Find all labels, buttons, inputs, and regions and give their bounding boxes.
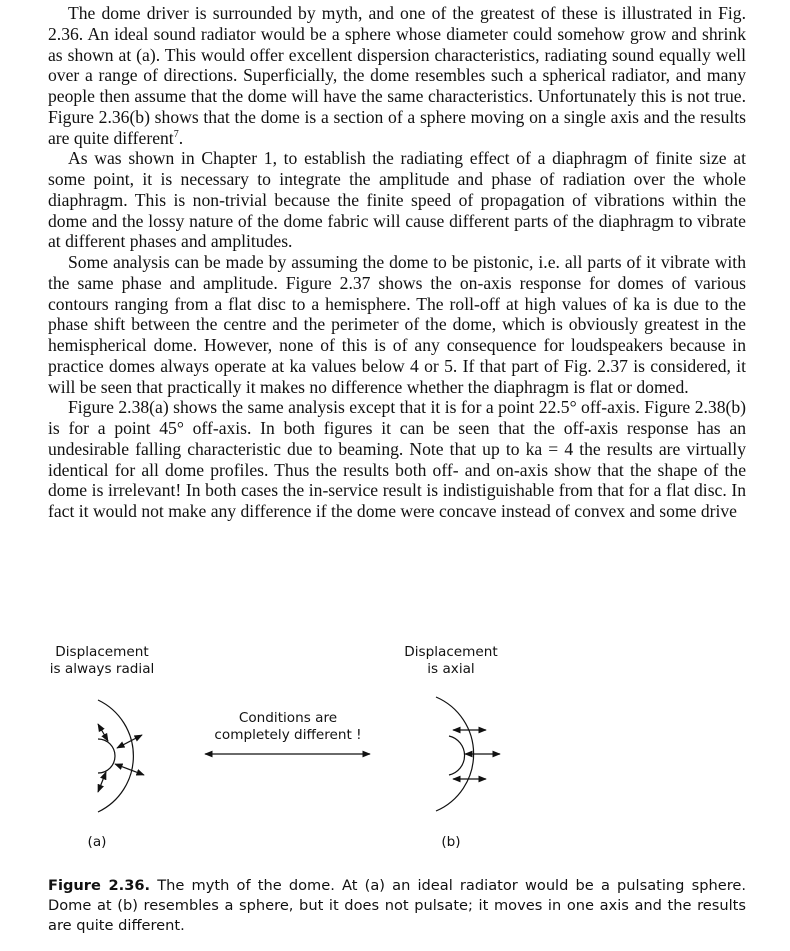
paragraph-3: Some analysis can be made by assuming the dome to be pistonic, i.e. all parts of it vibrate with the same phase and amplitude. Figure 2.37 shows the on-axis response for domes of various contours ranging from a flat disc to a hemisphere. The roll-off at high values of ka is due to the phase shift between the centre and the perimeter of the dome, which is obviously greatest in the hemispherical dome. However, none of this is of any consequence for loudspeakers because in practice domes always operate at ka values below 4 or 5. If that part of Fig. 2.37 is considered, it will be seen that practically it makes no difference whether the diaphragm is flat or domed. <box>48 252 746 397</box>
outer-arc-a <box>98 700 133 812</box>
figure-2-36 <box>0 640 790 870</box>
tag-b: (b) <box>441 834 461 850</box>
caption-text: The myth of the dome. At (a) an ideal radiator would be a pulsating sphere. Dome at (b) resembles a sphere, but it does not pulsate; it moves in one axis and the results are quite different. <box>48 877 746 934</box>
label-b <box>396 644 506 678</box>
label-a-line1: Displacement <box>55 644 149 660</box>
label-a-line2: is always radial <box>49 661 155 677</box>
middle-line1: Conditions are <box>238 710 338 726</box>
inner-arc-a <box>98 739 115 773</box>
paragraph-1 <box>48 3 746 148</box>
label-b-line1: Displacement <box>404 644 498 660</box>
body-text <box>48 3 746 522</box>
sphere-b-drawing <box>436 697 500 811</box>
middle-line2: completely different ! <box>214 727 362 743</box>
radial-arrow-2 <box>117 735 142 748</box>
middle-label <box>206 710 370 744</box>
sphere-a-drawing <box>98 700 144 812</box>
label-b-line2: is axial <box>427 661 475 677</box>
radial-arrow-3 <box>115 764 144 775</box>
radial-arrow-1 <box>98 724 108 741</box>
inner-arc-b <box>449 736 465 775</box>
tag-a: (a) <box>87 834 107 850</box>
footnote-ref: 7 <box>173 128 179 140</box>
label-a <box>40 644 164 678</box>
figure-caption <box>48 876 746 936</box>
paragraph-1-text: The dome driver is surrounded by myth, and one of the greatest of these is illustrated in Fig. 2.36. An ideal sound radiator would be a sphere whose diameter could somehow grow and shrink as shown at (a). This would offer excellent dispersion characteristics, radiating sound equally well over a range of directions. Superficially, the dome resembles such a spherical radiator, and many people then assume that the dome will have the same characteristics. Unfortunately this is not true. Figure 2.36(b) shows that the dome is a section of a sphere moving on a single axis and the results are quite different <box>48 3 746 148</box>
caption-label: Figure 2.36. <box>48 877 151 894</box>
paragraph-1-end: . <box>178 127 184 148</box>
radial-arrow-4 <box>98 772 106 792</box>
paragraph-2: As was shown in Chapter 1, to establish the radiating effect of a diaphragm of finite size at some point, it is necessary to integrate the amplitude and phase of radiation over the whole diaphragm. This is non-trivial because the finite speed of propagation of vibrations within the dome and the lossy nature of the dome fabric will cause different parts of the diaphragm to vibrate at different phases and amplitudes. <box>48 148 746 252</box>
paragraph-4: Figure 2.38(a) shows the same analysis except that it is for a point 22.5° off-axis. Figure 2.38(b) is for a point 45° off-axis. In both figures it can be seen that the off-axis response has an undesirable falling characteristic due to beaming. Note that up to ka = 4 the results are virtually identical for all dome profiles. Thus the results both off- and on-axis show that the shape of the dome is irrelevant! In both cases the in-service result is indistiguishable from that for a flat disc. In fact it would not make any difference if the dome were concave instead of convex and some drive <box>48 397 746 521</box>
